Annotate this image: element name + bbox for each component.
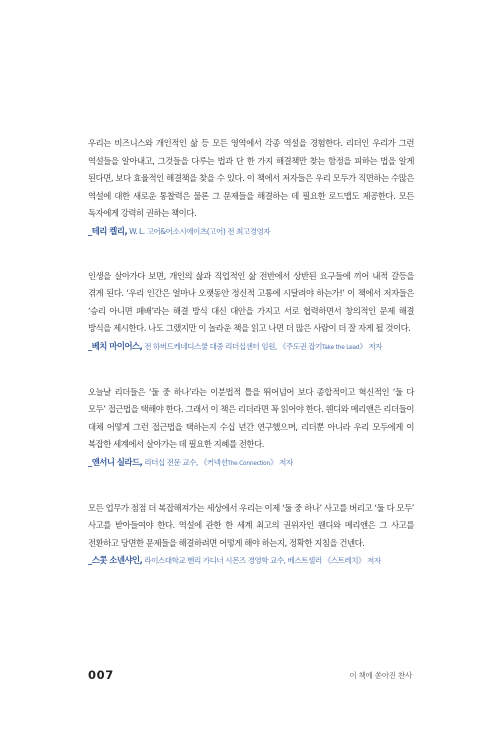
endorsement-text: 모든 업무가 점점 더 복잡해져가는 세상에서 우리는 이제 ‘둘 중 하나’ 사고를 버리고 ‘둘 다 모두’ 사고를 받아들여야 한다. 역설에 관한 한 세계 최고의 권위자인 웬디와 메리앤은 그 사고를 전환하고 당면한 문제들을 해결하려면 어떻게 해야 하는지, 정확한 지침을 건넨다. (88, 502, 414, 548)
endorser-role: 리더십 전문 교수, 《커넥션 (142, 457, 228, 467)
page-footer (88, 668, 412, 682)
endorser-book-english-title: The Connection (227, 460, 270, 467)
endorser-role: W. L. 고어&어소시에이츠(고어) 전 최고경영자 (127, 226, 271, 236)
endorsement-attribution (88, 223, 414, 240)
endorser-role: 전 하버드케네디스쿨 대중 리더십센터 임원, 《주도권 잡기 (142, 341, 322, 351)
endorser-name: _테리 켈리, (88, 225, 128, 236)
endorsement-text: 인생을 살아가다 보면, 개인의 삶과 직업적인 삶 전반에서 상반된 요구들에 끼어 내적 갈등을 겪게 된다. ‘우리 인간은 얼마나 오랫동안 정신적 고통에 시달려야 하는가!’ 이 책에서 저자들은 ‘승리 아니면 패배’라는 해결 방식 대신 대안을 가지고 서로 협력하면서 창의적인 문제 해결 방식을 제시한다. 나도 그랬지만 이 놀라운 책을 읽고 나면 더 많은 사람이 더 잘 자게 될 것이다. (88, 270, 414, 333)
endorsement-attribution (88, 552, 414, 569)
running-title: 이 책에 쏟아진 찬사 (349, 671, 412, 680)
endorsement-3 (88, 384, 414, 472)
endorsement-4 (88, 500, 414, 570)
page-number: 007 (88, 668, 114, 682)
endorsement-attribution (88, 454, 414, 472)
endorser-name: _베치 마이어스, (88, 340, 143, 351)
endorser-role-tail: 》 저자 (359, 341, 383, 351)
endorser-role: 라이스대학교 헨리 가디너 시몬즈 경영학 교수, 베스트셀러 《스트레치》 저자 (142, 556, 381, 565)
endorsement-2 (88, 268, 414, 356)
endorsement-attribution (88, 338, 414, 356)
endorser-name: _스콧 소넨샤인, (88, 555, 143, 565)
endorsements (88, 135, 414, 597)
endorser-role-tail: 》 저자 (269, 457, 293, 467)
endorsement-text: 오늘날 리더들은 ‘둘 중 하나’라는 이분법적 틀을 뛰어넘어 보다 종합적이고 혁신적인 ‘둘 다 모두’ 접근법을 택해야 한다. 그래서 이 책은 리더라면 꼭 읽어야 한다. 웬디와 메리앤은 리더들이 대체 어떻게 그런 접근법을 택하는지 수십 년간 연구했으며, 리더뿐 아니라 우리 모두에게 이 복잡한 세계에서 살아가는 데 필요한 지혜를 전한다. (88, 386, 414, 449)
endorsement-1 (88, 135, 414, 240)
endorser-name: _앤서니 실라드, (88, 456, 143, 467)
endorsement-text: 우리는 비즈니스와 개인적인 삶 등 모든 영역에서 각종 역설을 경험한다. 리더인 우리가 그런 역설들을 알아내고, 그것들을 다루는 법과 단 한 가지 해결책만 찾는 함정을 피하는 법을 알게 된다면, 보다 효율적인 해결책을 찾을 수 있다. 이 책에서 저자들은 우리 모두가 직면하는 수많은 역설에 대한 새로운 통찰력은 물론 그 문제들을 해결하는 데 필요한 로드맵도 제공한다. 모든 독자에게 강력히 권하는 책이다. (88, 138, 414, 218)
endorser-book-english-title: Take the Lead (321, 344, 360, 351)
